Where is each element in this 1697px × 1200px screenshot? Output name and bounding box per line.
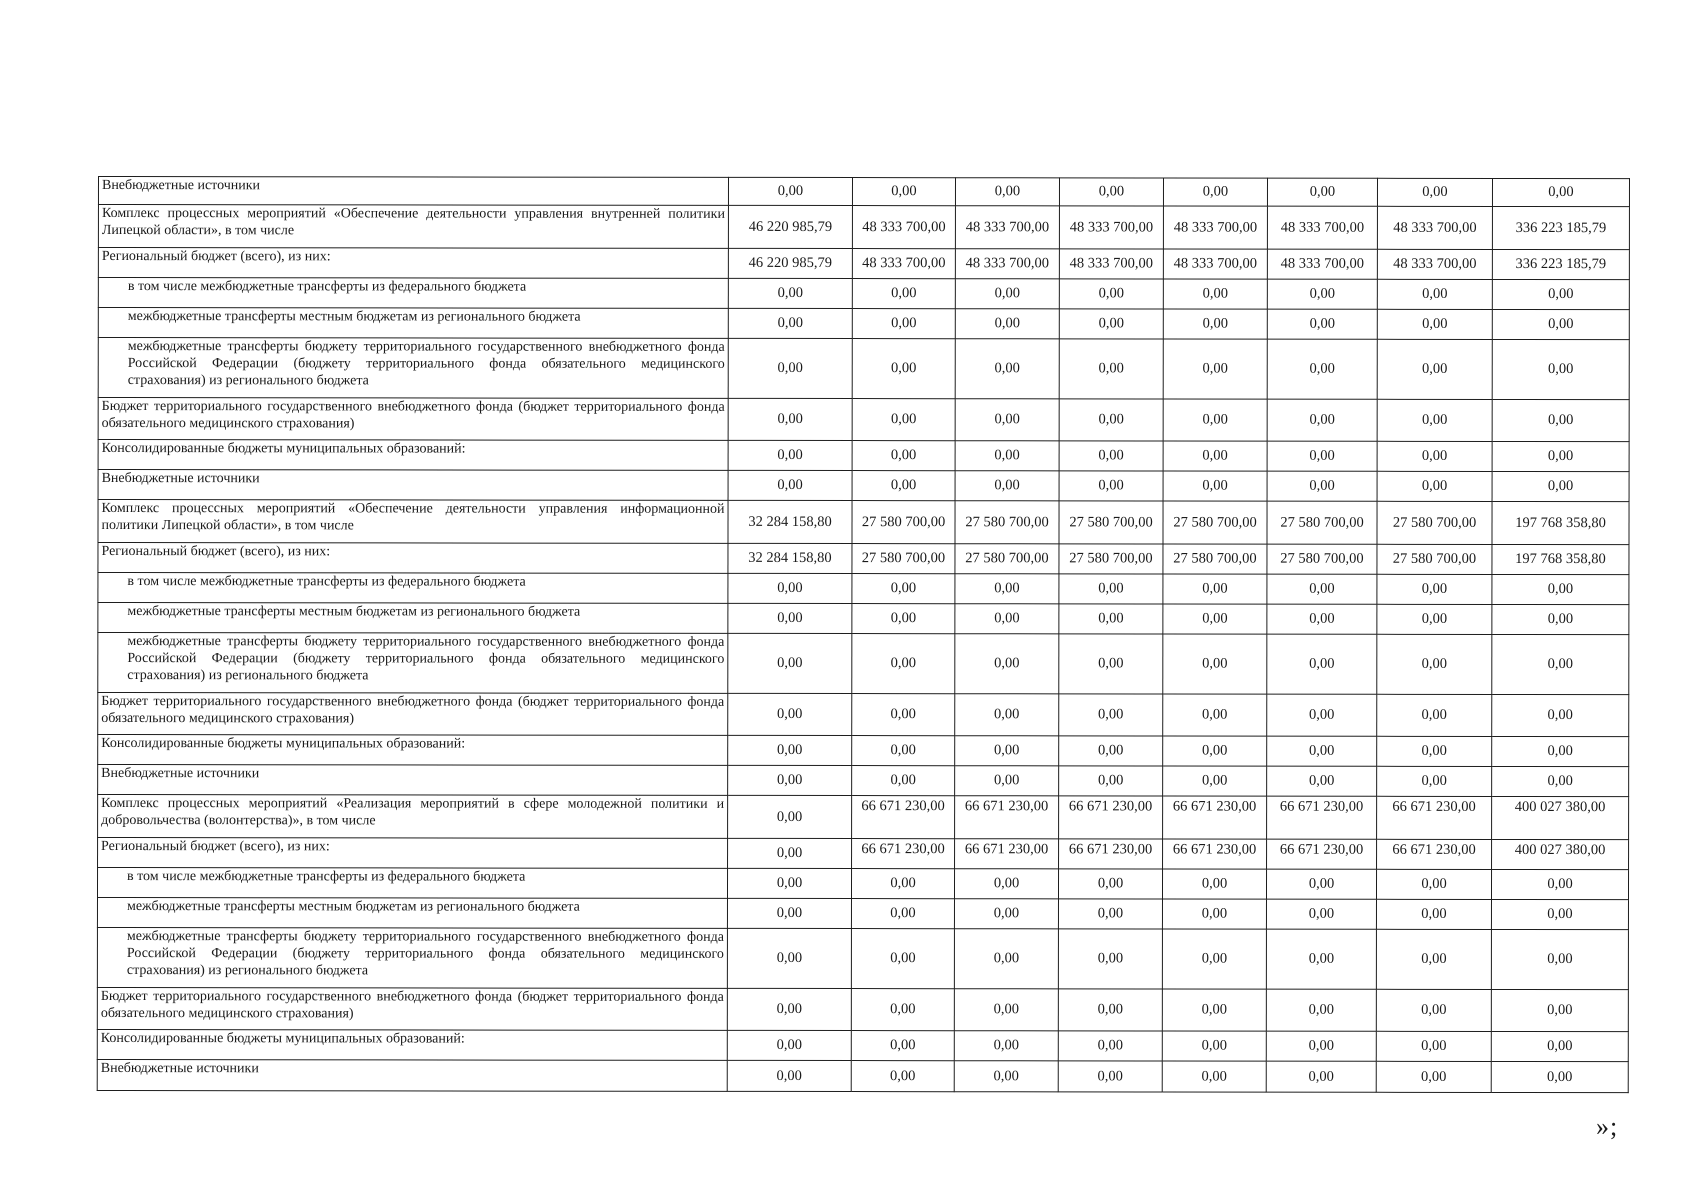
year-value: 0,00 bbox=[1162, 899, 1266, 929]
year-value: 27 580 700,00 bbox=[1163, 544, 1267, 574]
year-value: 0,00 bbox=[728, 308, 852, 338]
row-label: межбюджетные трансферты местным бюджетам из регионального бюджета bbox=[97, 898, 727, 929]
row-label: Региональный бюджет (всего), из них: bbox=[98, 838, 728, 869]
year-value: 32 284 158,80 bbox=[728, 543, 852, 573]
budget-table bbox=[97, 176, 1630, 1093]
row-total-value: 0,00 bbox=[1491, 869, 1628, 899]
year-value: 0,00 bbox=[1267, 441, 1377, 471]
year-value: 0,00 bbox=[1058, 929, 1162, 989]
year-value: 0,00 bbox=[1059, 604, 1163, 634]
year-value: 66 671 230,00 bbox=[1267, 796, 1377, 839]
year-value: 0,00 bbox=[851, 899, 954, 929]
year-value: 66 671 230,00 bbox=[955, 796, 1059, 839]
table-row bbox=[98, 693, 1629, 737]
row-label: межбюджетные трансферты местным бюджетам из регионального бюджета bbox=[98, 603, 728, 634]
year-value: 0,00 bbox=[1059, 471, 1163, 501]
year-value: 0,00 bbox=[1377, 694, 1492, 736]
year-value: 0,00 bbox=[1059, 178, 1163, 206]
year-value: 66 671 230,00 bbox=[1059, 839, 1163, 869]
year-value: 27 580 700,00 bbox=[852, 544, 955, 574]
year-value: 0,00 bbox=[852, 339, 955, 399]
year-value: 0,00 bbox=[1163, 399, 1267, 441]
year-value: 0,00 bbox=[851, 1031, 954, 1061]
row-total-value: 0,00 bbox=[1492, 471, 1629, 501]
year-value: 0,00 bbox=[728, 765, 852, 795]
year-value: 0,00 bbox=[727, 988, 851, 1030]
row-label: Региональный бюджет (всего), из них: bbox=[98, 543, 728, 574]
year-value: 0,00 bbox=[1163, 766, 1267, 796]
year-value: 27 580 700,00 bbox=[1377, 544, 1492, 574]
row-total-value: 197 768 358,80 bbox=[1492, 544, 1629, 574]
year-value: 0,00 bbox=[1163, 604, 1267, 634]
year-value: 0,00 bbox=[852, 309, 955, 339]
row-label: в том числе межбюджетные трансферты из федерального бюджета bbox=[98, 278, 728, 309]
year-value: 0,00 bbox=[955, 399, 1059, 441]
year-value: 48 333 700,00 bbox=[852, 249, 955, 279]
year-value: 0,00 bbox=[1377, 604, 1492, 634]
year-value: 0,00 bbox=[1267, 574, 1377, 604]
row-label: Бюджет территориального государственного внебюджетного фонда (бюджет территориального фонда обязательного медицинского страхования) bbox=[97, 987, 727, 1030]
year-value: 0,00 bbox=[1267, 694, 1377, 736]
row-total-value: 197 768 358,80 bbox=[1492, 501, 1629, 544]
year-value: 0,00 bbox=[1163, 574, 1267, 604]
row-total-value: 0,00 bbox=[1492, 309, 1629, 339]
row-label: Внебюджетные источники bbox=[98, 177, 728, 206]
row-total-value: 0,00 bbox=[1492, 634, 1629, 694]
year-value: 0,00 bbox=[1376, 989, 1491, 1031]
year-value: 27 580 700,00 bbox=[955, 544, 1059, 574]
year-value: 0,00 bbox=[955, 634, 1059, 694]
year-value: 0,00 bbox=[1376, 1031, 1491, 1061]
row-total-value: 0,00 bbox=[1492, 604, 1629, 634]
year-value: 0,00 bbox=[1377, 178, 1492, 206]
table-row bbox=[97, 1059, 1628, 1092]
year-value: 0,00 bbox=[954, 1031, 1058, 1061]
table-row bbox=[98, 765, 1629, 797]
year-value: 0,00 bbox=[1162, 989, 1266, 1031]
year-value: 0,00 bbox=[1267, 634, 1377, 694]
table-row bbox=[98, 440, 1629, 472]
row-total-value: 0,00 bbox=[1492, 766, 1629, 796]
row-label: Консолидированные бюджеты муниципальных образований: bbox=[98, 735, 728, 766]
year-value: 0,00 bbox=[954, 869, 1058, 899]
year-value: 0,00 bbox=[1377, 736, 1492, 766]
year-value: 0,00 bbox=[1059, 736, 1163, 766]
row-total-value: 0,00 bbox=[1491, 929, 1628, 989]
year-value: 0,00 bbox=[852, 399, 955, 441]
year-value: 0,00 bbox=[955, 441, 1059, 471]
year-value: 0,00 bbox=[852, 441, 955, 471]
table-row bbox=[98, 177, 1629, 207]
year-value: 46 220 985,79 bbox=[728, 205, 852, 248]
row-total-value: 0,00 bbox=[1491, 899, 1628, 929]
year-value: 0,00 bbox=[1059, 339, 1163, 399]
row-total-value: 0,00 bbox=[1492, 399, 1629, 441]
year-value: 0,00 bbox=[955, 604, 1059, 634]
year-value: 0,00 bbox=[852, 471, 955, 501]
table-row bbox=[98, 573, 1629, 605]
year-value: 0,00 bbox=[852, 694, 955, 736]
year-value: 48 333 700,00 bbox=[1163, 249, 1267, 279]
year-value: 0,00 bbox=[1267, 399, 1377, 441]
row-label: Комплекс процессных мероприятий «Обеспечение деятельности управления информационной политики Липецкой области», в том числе bbox=[98, 500, 728, 544]
year-value: 0,00 bbox=[955, 309, 1059, 339]
year-value: 48 333 700,00 bbox=[1059, 206, 1163, 249]
year-value: 0,00 bbox=[1163, 441, 1267, 471]
year-value: 0,00 bbox=[1059, 399, 1163, 441]
year-value: 0,00 bbox=[1163, 634, 1267, 694]
year-value: 0,00 bbox=[852, 736, 955, 766]
year-value: 27 580 700,00 bbox=[955, 501, 1059, 544]
year-value: 0,00 bbox=[728, 795, 852, 838]
year-value: 66 671 230,00 bbox=[1163, 796, 1267, 839]
year-value: 0,00 bbox=[954, 929, 1058, 989]
year-value: 0,00 bbox=[1377, 339, 1492, 399]
year-value: 0,00 bbox=[1267, 604, 1377, 634]
row-label: Комплекс процессных мероприятий «Обеспечение деятельности управления внутренней политики Липецкой области», в том числе bbox=[98, 205, 728, 249]
year-value: 0,00 bbox=[728, 470, 852, 500]
year-value: 0,00 bbox=[1059, 309, 1163, 339]
row-total-value: 0,00 bbox=[1492, 736, 1629, 766]
year-value: 0,00 bbox=[1163, 736, 1267, 766]
year-value: 0,00 bbox=[852, 574, 955, 604]
year-value: 66 671 230,00 bbox=[1377, 796, 1492, 839]
year-value: 0,00 bbox=[1377, 766, 1492, 796]
row-label: Региональный бюджет (всего), из них: bbox=[98, 248, 728, 279]
year-value: 0,00 bbox=[1163, 279, 1267, 309]
year-value: 0,00 bbox=[1162, 869, 1266, 899]
year-value: 0,00 bbox=[954, 989, 1058, 1031]
year-value: 27 580 700,00 bbox=[852, 501, 955, 544]
row-total-value: 400 027 380,00 bbox=[1492, 839, 1629, 869]
year-value: 0,00 bbox=[1267, 279, 1377, 309]
year-value: 0,00 bbox=[1059, 766, 1163, 796]
row-label: межбюджетные трансферты местным бюджетам из регионального бюджета bbox=[98, 308, 728, 339]
year-value: 0,00 bbox=[1266, 929, 1376, 989]
year-value: 32 284 158,80 bbox=[728, 500, 852, 543]
year-value: 0,00 bbox=[1377, 279, 1492, 309]
year-value: 0,00 bbox=[955, 178, 1059, 206]
row-label: в том числе межбюджетные трансферты из федерального бюджета bbox=[98, 573, 728, 604]
table-row bbox=[97, 987, 1628, 1031]
year-value: 0,00 bbox=[728, 693, 852, 735]
year-value: 66 671 230,00 bbox=[852, 796, 955, 839]
year-value: 0,00 bbox=[1163, 178, 1267, 206]
row-total-value: 0,00 bbox=[1491, 1061, 1628, 1092]
row-total-value: 336 223 185,79 bbox=[1492, 206, 1629, 249]
year-value: 0,00 bbox=[955, 574, 1059, 604]
table-row bbox=[98, 338, 1629, 400]
year-value: 0,00 bbox=[728, 338, 852, 398]
table-row bbox=[97, 1029, 1628, 1061]
row-total-value: 0,00 bbox=[1492, 574, 1629, 604]
year-value: 0,00 bbox=[1376, 929, 1491, 989]
year-value: 0,00 bbox=[1059, 574, 1163, 604]
year-value: 0,00 bbox=[1376, 899, 1491, 929]
year-value: 46 220 985,79 bbox=[728, 248, 852, 278]
row-total-value: 0,00 bbox=[1492, 441, 1629, 471]
table-row bbox=[98, 735, 1629, 767]
year-value: 0,00 bbox=[1058, 1061, 1162, 1092]
year-value: 0,00 bbox=[727, 1060, 851, 1091]
row-label: Внебюджетные источники bbox=[98, 470, 728, 501]
table-row bbox=[98, 470, 1629, 502]
year-value: 48 333 700,00 bbox=[1377, 206, 1492, 249]
year-value: 48 333 700,00 bbox=[1163, 206, 1267, 249]
year-value: 0,00 bbox=[728, 573, 852, 603]
year-value: 0,00 bbox=[1059, 441, 1163, 471]
year-value: 0,00 bbox=[727, 898, 851, 928]
year-value: 0,00 bbox=[1059, 279, 1163, 309]
row-total-value: 0,00 bbox=[1491, 1031, 1628, 1061]
year-value: 66 671 230,00 bbox=[852, 839, 955, 869]
year-value: 66 671 230,00 bbox=[1377, 839, 1492, 869]
year-value: 0,00 bbox=[955, 339, 1059, 399]
year-value: 0,00 bbox=[955, 694, 1059, 736]
table-row bbox=[98, 278, 1629, 310]
row-total-value: 0,00 bbox=[1491, 989, 1628, 1031]
table-row bbox=[98, 398, 1629, 442]
year-value: 0,00 bbox=[851, 869, 954, 899]
year-value: 0,00 bbox=[1059, 634, 1163, 694]
row-total-value: 400 027 380,00 bbox=[1492, 796, 1629, 839]
row-label: Бюджет территориального государственного внебюджетного фонда (бюджет территориального фонда обязательного медицинского страхования) bbox=[98, 398, 728, 441]
year-value: 0,00 bbox=[852, 634, 955, 694]
year-value: 0,00 bbox=[1267, 339, 1377, 399]
table-row bbox=[98, 603, 1629, 635]
year-value: 0,00 bbox=[1266, 869, 1376, 899]
year-value: 0,00 bbox=[1377, 399, 1492, 441]
year-value: 66 671 230,00 bbox=[955, 839, 1059, 869]
year-value: 48 333 700,00 bbox=[1377, 249, 1492, 279]
year-value: 0,00 bbox=[728, 735, 852, 765]
table-row bbox=[98, 248, 1629, 280]
year-value: 0,00 bbox=[727, 1030, 851, 1060]
row-label: в том числе межбюджетные трансферты из федерального бюджета bbox=[97, 868, 727, 899]
year-value: 66 671 230,00 bbox=[1059, 796, 1163, 839]
year-value: 0,00 bbox=[728, 177, 852, 205]
table-row bbox=[98, 543, 1629, 575]
row-label: межбюджетные трансферты бюджету территориального государственного внебюджетного фонда Российской Федерации (бюджету территориального фонда обязательного медицинского страхования) из регионального бюджета bbox=[97, 927, 727, 988]
table-row bbox=[97, 927, 1628, 989]
year-value: 0,00 bbox=[728, 838, 852, 868]
year-value: 0,00 bbox=[955, 471, 1059, 501]
year-value: 0,00 bbox=[1162, 1031, 1266, 1061]
year-value: 48 333 700,00 bbox=[1267, 249, 1377, 279]
row-total-value: 336 223 185,79 bbox=[1492, 249, 1629, 279]
year-value: 0,00 bbox=[1267, 471, 1377, 501]
year-value: 0,00 bbox=[1058, 899, 1162, 929]
year-value: 27 580 700,00 bbox=[1059, 544, 1163, 574]
row-label: Внебюджетные источники bbox=[97, 1059, 727, 1091]
year-value: 66 671 230,00 bbox=[1267, 839, 1377, 869]
year-value: 48 333 700,00 bbox=[955, 249, 1059, 279]
year-value: 0,00 bbox=[1163, 694, 1267, 736]
year-value: 0,00 bbox=[852, 279, 955, 309]
year-value: 0,00 bbox=[1162, 1061, 1266, 1092]
year-value: 0,00 bbox=[955, 736, 1059, 766]
table-row bbox=[98, 838, 1629, 870]
year-value: 0,00 bbox=[1377, 309, 1492, 339]
year-value: 0,00 bbox=[727, 928, 851, 988]
year-value: 48 333 700,00 bbox=[955, 206, 1059, 249]
year-value: 0,00 bbox=[1162, 929, 1266, 989]
table-row bbox=[98, 633, 1629, 695]
year-value: 0,00 bbox=[728, 398, 852, 440]
row-total-value: 0,00 bbox=[1492, 178, 1629, 206]
year-value: 0,00 bbox=[1058, 1031, 1162, 1061]
year-value: 0,00 bbox=[1376, 1061, 1491, 1092]
year-value: 0,00 bbox=[1376, 869, 1491, 899]
year-value: 0,00 bbox=[728, 633, 852, 693]
row-label: Консолидированные бюджеты муниципальных образований: bbox=[98, 440, 728, 471]
year-value: 27 580 700,00 bbox=[1267, 544, 1377, 574]
year-value: 0,00 bbox=[852, 178, 955, 206]
year-value: 48 333 700,00 bbox=[1059, 249, 1163, 279]
table-row bbox=[98, 205, 1629, 250]
year-value: 0,00 bbox=[1377, 574, 1492, 604]
year-value: 0,00 bbox=[851, 989, 954, 1031]
table-row bbox=[98, 308, 1629, 340]
year-value: 27 580 700,00 bbox=[1059, 501, 1163, 544]
year-value: 0,00 bbox=[1163, 309, 1267, 339]
year-value: 0,00 bbox=[954, 899, 1058, 929]
year-value: 0,00 bbox=[727, 868, 851, 898]
year-value: 0,00 bbox=[1058, 869, 1162, 899]
year-value: 27 580 700,00 bbox=[1377, 501, 1492, 544]
year-value: 0,00 bbox=[1266, 1031, 1376, 1061]
year-value: 0,00 bbox=[1267, 766, 1377, 796]
year-value: 0,00 bbox=[852, 604, 955, 634]
year-value: 0,00 bbox=[852, 766, 955, 796]
year-value: 0,00 bbox=[728, 603, 852, 633]
year-value: 0,00 bbox=[1163, 339, 1267, 399]
year-value: 0,00 bbox=[1267, 736, 1377, 766]
year-value: 0,00 bbox=[728, 440, 852, 470]
year-value: 0,00 bbox=[1377, 634, 1492, 694]
year-value: 0,00 bbox=[851, 929, 954, 989]
year-value: 0,00 bbox=[728, 278, 852, 308]
year-value: 0,00 bbox=[955, 279, 1059, 309]
table-row bbox=[97, 868, 1628, 900]
year-value: 0,00 bbox=[1377, 471, 1492, 501]
table-row bbox=[98, 500, 1629, 545]
row-label: Внебюджетные источники bbox=[98, 765, 728, 796]
year-value: 27 580 700,00 bbox=[1163, 501, 1267, 544]
closing-quote-mark: »; bbox=[1596, 1112, 1619, 1141]
year-value: 48 333 700,00 bbox=[852, 206, 955, 249]
row-label: межбюджетные трансферты бюджету территориального государственного внебюджетного фонда Российской Федерации (бюджету территориального фонда обязательного медицинского страхования) из регионального бюджета bbox=[98, 338, 728, 399]
row-label: межбюджетные трансферты бюджету территориального государственного внебюджетного фонда Российской Федерации (бюджету территориального фонда обязательного медицинского страхования) из регионального бюджета bbox=[98, 633, 728, 694]
year-value: 0,00 bbox=[954, 1061, 1058, 1092]
year-value: 0,00 bbox=[1266, 1061, 1376, 1092]
table-row bbox=[97, 898, 1628, 930]
row-label: Комплекс процессных мероприятий «Реализация мероприятий в сфере молодежной политики и добровольчества (волонтерства)», в том числе bbox=[98, 795, 728, 839]
year-value: 0,00 bbox=[1058, 989, 1162, 1031]
year-value: 27 580 700,00 bbox=[1267, 501, 1377, 544]
year-value: 0,00 bbox=[1377, 441, 1492, 471]
year-value: 0,00 bbox=[1267, 309, 1377, 339]
row-label: Консолидированные бюджеты муниципальных образований: bbox=[97, 1029, 727, 1060]
year-value: 0,00 bbox=[1267, 178, 1377, 206]
year-value: 0,00 bbox=[955, 766, 1059, 796]
row-total-value: 0,00 bbox=[1492, 339, 1629, 399]
year-value: 0,00 bbox=[1266, 899, 1376, 929]
year-value: 0,00 bbox=[1163, 471, 1267, 501]
row-total-value: 0,00 bbox=[1492, 694, 1629, 736]
year-value: 0,00 bbox=[851, 1061, 954, 1092]
row-label: Бюджет территориального государственного внебюджетного фонда (бюджет территориального фонда обязательного медицинского страхования) bbox=[98, 693, 728, 736]
year-value: 66 671 230,00 bbox=[1163, 839, 1267, 869]
row-total-value: 0,00 bbox=[1492, 279, 1629, 309]
year-value: 0,00 bbox=[1059, 694, 1163, 736]
year-value: 48 333 700,00 bbox=[1267, 206, 1377, 249]
year-value: 0,00 bbox=[1266, 989, 1376, 1031]
table-row bbox=[98, 795, 1629, 840]
